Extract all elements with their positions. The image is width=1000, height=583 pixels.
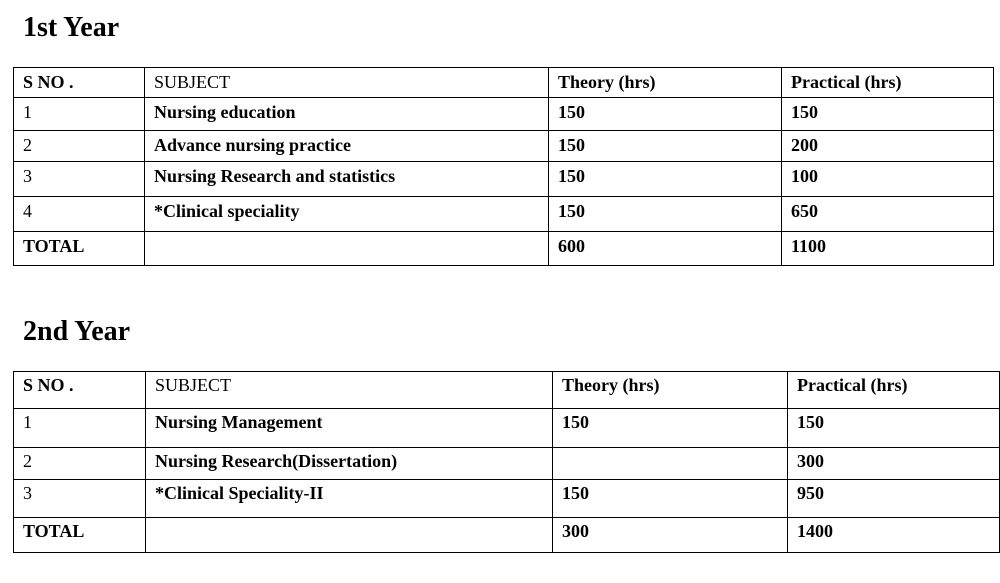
subject-cell: *Clinical Speciality-II	[146, 480, 553, 518]
first-year-table	[13, 67, 994, 266]
theory-cell: 150	[553, 480, 788, 518]
sno-cell: 1	[14, 409, 146, 448]
sno-cell: 2	[14, 131, 145, 162]
practical-cell: 200	[782, 131, 994, 162]
practical-cell: 650	[782, 197, 994, 232]
total-label-cell: TOTAL	[14, 518, 146, 553]
sno-cell: 4	[14, 197, 145, 232]
sno-cell: 2	[14, 448, 146, 480]
subject-cell: Nursing Management	[146, 409, 553, 448]
column-header-sno: S NO .	[14, 372, 146, 409]
sno-cell: 1	[14, 98, 145, 131]
total-subject-cell	[146, 518, 553, 553]
total-theory-cell: 300	[553, 518, 788, 553]
theory-cell: 150	[549, 162, 782, 197]
sno-cell: 3	[14, 162, 145, 197]
column-header-subject: SUBJECT	[145, 68, 549, 98]
column-header-subject: SUBJECT	[146, 372, 553, 409]
subject-cell: *Clinical speciality	[145, 197, 549, 232]
table-header-row	[14, 68, 994, 98]
total-row	[14, 518, 1000, 553]
table-row	[14, 409, 1000, 448]
table-row	[14, 162, 994, 197]
practical-cell: 950	[788, 480, 1000, 518]
theory-cell: 150	[549, 131, 782, 162]
subject-cell: Nursing Research and statistics	[145, 162, 549, 197]
second-year-table	[13, 371, 1000, 553]
theory-cell	[553, 448, 788, 480]
subject-cell: Nursing education	[145, 98, 549, 131]
subject-cell: Nursing Research(Dissertation)	[146, 448, 553, 480]
table-row	[14, 448, 1000, 480]
practical-cell: 150	[782, 98, 994, 131]
theory-cell: 150	[553, 409, 788, 448]
sno-cell: 3	[14, 480, 146, 518]
total-theory-cell: 600	[549, 232, 782, 266]
column-header-practical: Practical (hrs)	[788, 372, 1000, 409]
column-header-sno: S NO .	[14, 68, 145, 98]
total-practical-cell: 1100	[782, 232, 994, 266]
table-row	[14, 480, 1000, 518]
column-header-theory: Theory (hrs)	[549, 68, 782, 98]
theory-cell: 150	[549, 197, 782, 232]
total-label-cell: TOTAL	[14, 232, 145, 266]
practical-cell: 100	[782, 162, 994, 197]
theory-cell: 150	[549, 98, 782, 131]
table-row	[14, 131, 994, 162]
table-row	[14, 197, 994, 232]
column-header-practical: Practical (hrs)	[782, 68, 994, 98]
table-header-row	[14, 372, 1000, 409]
table-row	[14, 98, 994, 131]
first-year-heading: 1st Year	[23, 12, 120, 43]
practical-cell: 150	[788, 409, 1000, 448]
subject-cell: Advance nursing practice	[145, 131, 549, 162]
total-row	[14, 232, 994, 266]
total-practical-cell: 1400	[788, 518, 1000, 553]
second-year-heading: 2nd Year	[23, 316, 131, 347]
column-header-theory: Theory (hrs)	[553, 372, 788, 409]
total-subject-cell	[145, 232, 549, 266]
practical-cell: 300	[788, 448, 1000, 480]
